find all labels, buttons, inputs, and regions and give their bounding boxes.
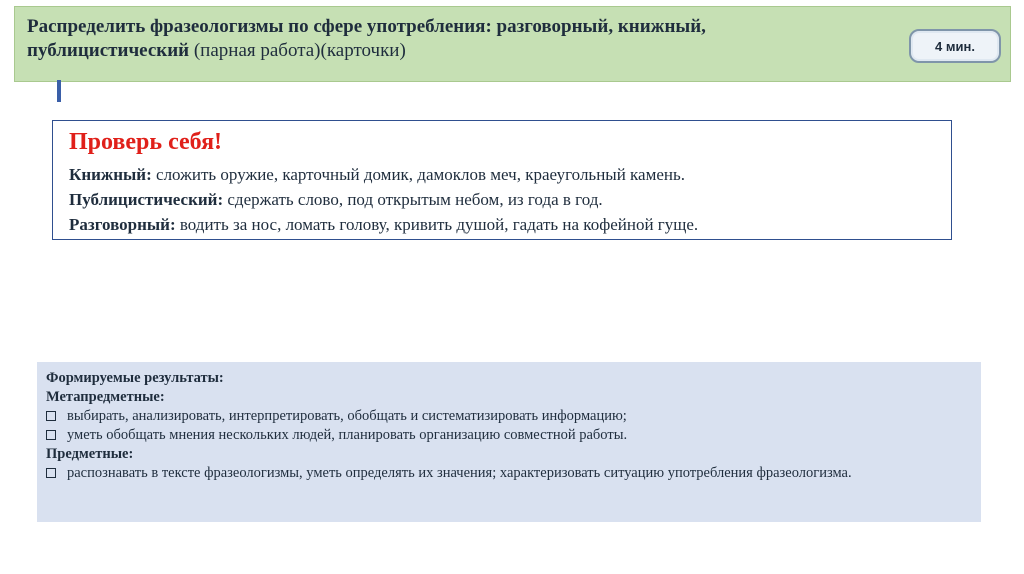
task-title-line-2-bold: публицистический [27, 40, 190, 61]
checkbox-bullet-icon [46, 411, 56, 421]
subject-heading: Предметные: [46, 446, 134, 462]
task-title-line-1: Распределить фразеологизмы по сфере употребления: разговорный, книжный, [27, 16, 706, 37]
meta-heading: Метапредметные: [46, 389, 165, 405]
answer-label: Книжный: [69, 165, 152, 184]
list-item [46, 426, 966, 445]
answer-line-colloquial [69, 215, 698, 235]
answer-text: сложить оружие, карточный домик, дамоклов меч, краеугольный камень. [151, 165, 686, 184]
task-title-line-2-note: (парная работа)(карточки) [189, 40, 406, 61]
timer-badge: 4 мин. [909, 29, 1001, 63]
answer-text: сдержать слово, под открытым небом, из года в год. [223, 190, 603, 209]
list-item [46, 464, 966, 483]
checkbox-bullet-icon [46, 430, 56, 440]
slide-marker [57, 80, 61, 102]
list-item-text: распознавать в тексте фразеологизмы, уметь определять их значения; характеризовать ситуацию употребления фразеологизма. [67, 465, 852, 481]
answer-label: Разговорный: [69, 215, 176, 234]
answer-box [52, 120, 952, 240]
answer-line-bookish [69, 165, 685, 185]
results-heading: Формируемые результаты: [46, 370, 224, 386]
results-content [46, 369, 966, 483]
results-box [37, 362, 981, 522]
header-banner [14, 6, 1011, 82]
answer-title: Проверь себя! [69, 129, 223, 155]
answer-line-publicistic [69, 190, 603, 210]
task-title [27, 15, 887, 63]
list-item-text: выбирать, анализировать, интерпретировать, обобщать и систематизировать информацию; [67, 408, 627, 424]
answer-label: Публицистический: [69, 190, 224, 209]
list-item [46, 407, 966, 426]
checkbox-bullet-icon [46, 468, 56, 478]
answer-text: водить за нос, ломать голову, кривить душой, гадать на кофейной гуще. [175, 215, 699, 234]
list-item-text: уметь обобщать мнения нескольких людей, планировать организацию совместной работы. [67, 427, 628, 443]
